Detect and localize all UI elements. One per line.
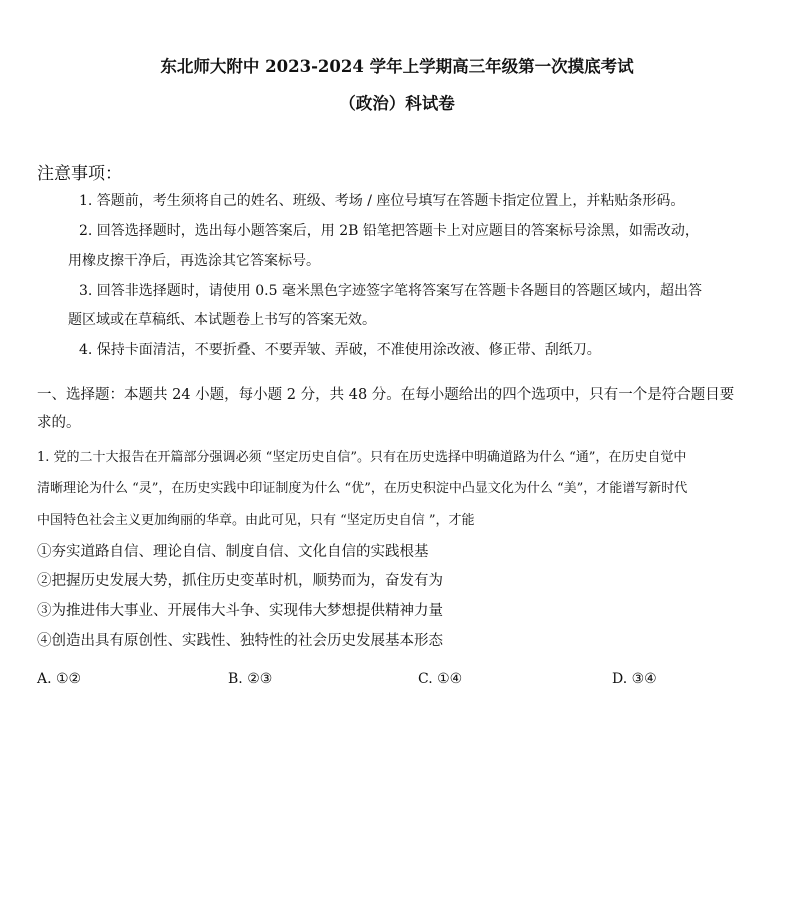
notice-line: 4. 保持卡面清洁，不要折叠、不要弄皱、弄破，不准使用涂改液、修正带、刮纸刀。 (79, 342, 601, 358)
question-option: ①夯实道路自信、理论自信、制度自信、文化自信的实践根基 (37, 544, 429, 560)
section-instruction: 一、选择题：本题共 24 小题，每小题 2 分，共 48 分。在每小题给出的四个选项中，只有一个是符合题目要 (37, 387, 735, 403)
choice-a: A. ①② (37, 671, 82, 687)
notice-line: 2. 回答选择题时，选出每小题答案后，用 2B 铅笔把答题卡上对应题目的答案标号涂黑，如需改动， (79, 223, 699, 239)
notice-line: 1. 答题前，考生须将自己的姓名、班级、考场 / 座位号填写在答题卡指定位置上，并粘贴条形码。 (79, 193, 685, 209)
notice-line: 用橡皮擦干净后，再选涂其它答案标号。 (68, 253, 320, 269)
notice-line: 题区域或在草稿纸、本试题卷上书写的答案无效。 (68, 312, 376, 328)
exam-title: 东北师大附中 2023-2024 学年上学期高三年级第一次摸底考试 (160, 57, 634, 76)
notice-heading: 注意事项： (37, 164, 122, 184)
section-instruction: 求的。 (37, 415, 81, 431)
question-option: ④创造出具有原创性、实践性、独特性的社会历史发展基本形态 (37, 633, 443, 649)
question-stem: 清晰理论为什么 “灵”，在历史实践中印证制度为什么 “优”，在历史积淀中凸显文化为什么 “美”，才能谱写新时代 (37, 481, 688, 496)
question-option: ③为推进伟大事业、开展伟大斗争、实现伟大梦想提供精神力量 (37, 603, 443, 619)
question-stem: 中国特色社会主义更加绚丽的华章。由此可见，只有 “坚定历史自信 ”，才能 (37, 513, 475, 528)
question-stem: 1. 党的二十大报告在开篇部分强调必须 “坚定历史自信”。只有在历史选择中明确道路为什么 “通”，在历史自觉中 (37, 450, 687, 465)
question-option: ②把握历史发展大势，抓住历史变革时机，顺势而为，奋发有为 (37, 573, 443, 589)
notice-line: 3. 回答非选择题时，请使用 0.5 毫米黑色字迹签字笔将答案写在答题卡各题目的答题区域内，超出答 (79, 283, 702, 299)
choice-c: C. ①④ (418, 671, 463, 687)
choice-b: B. ②③ (228, 671, 273, 687)
exam-subtitle: （政治）科试卷 (339, 94, 455, 113)
choice-d: D. ③④ (612, 671, 657, 687)
